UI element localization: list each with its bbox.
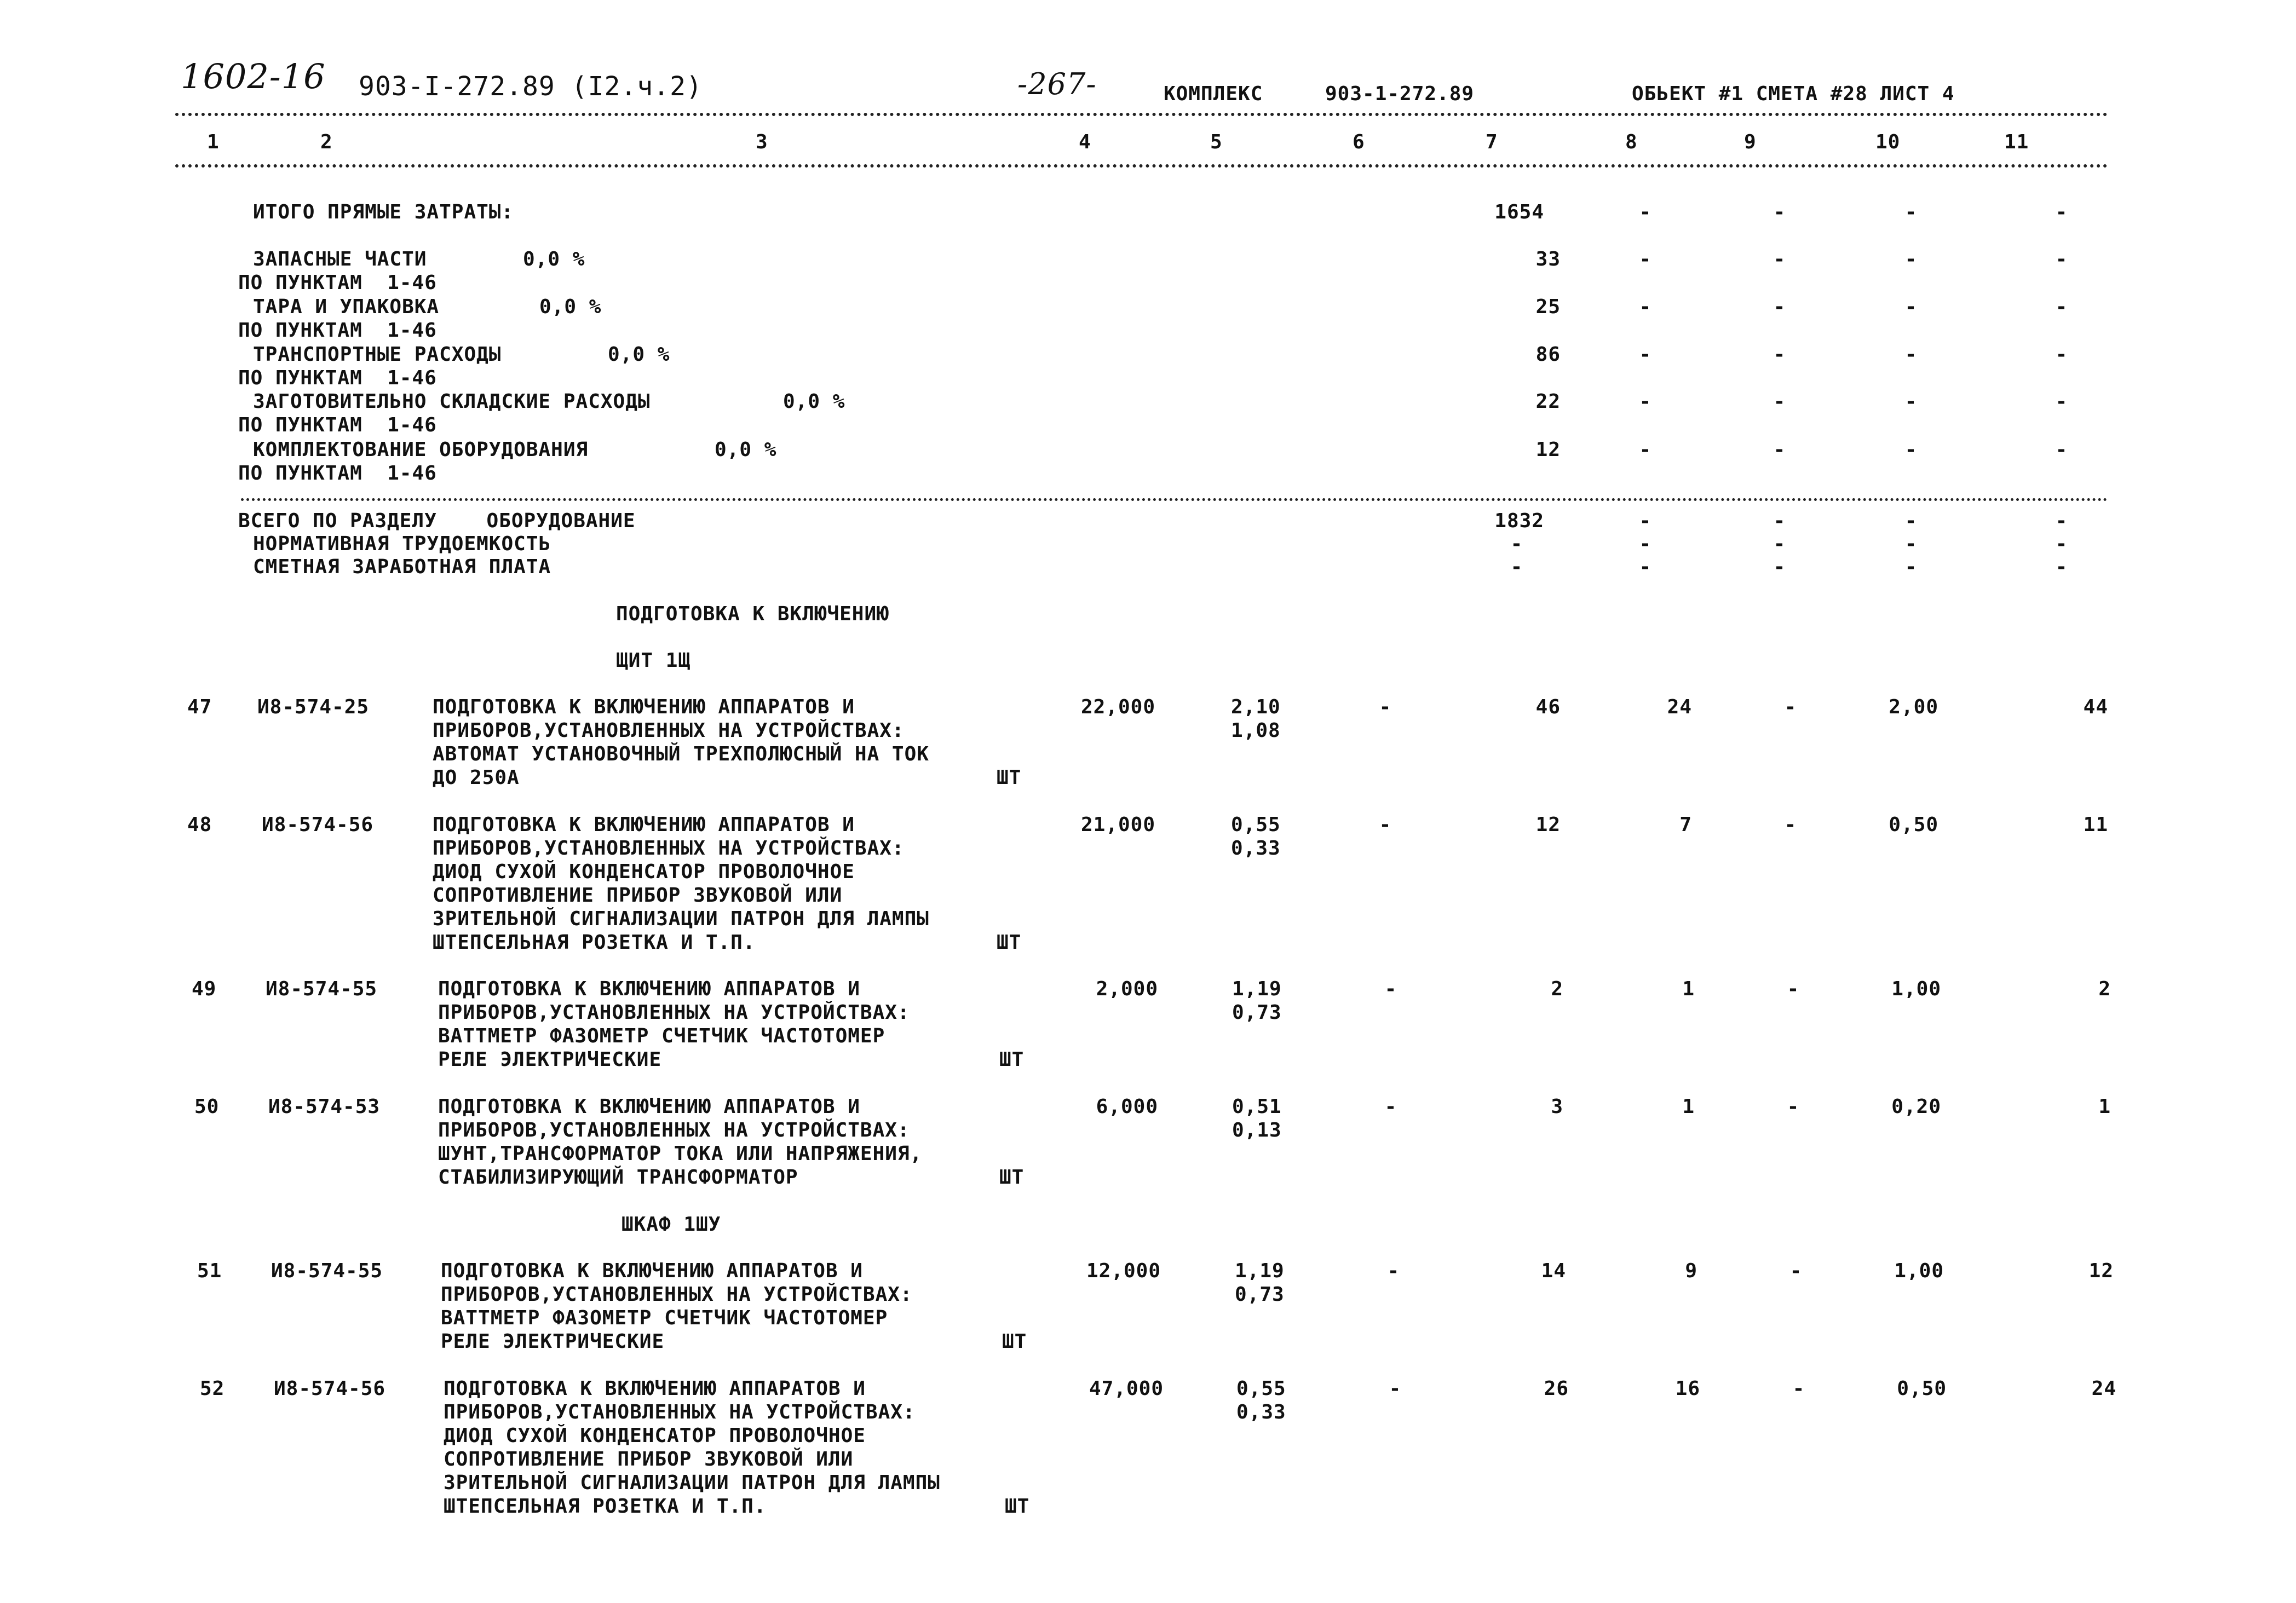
item-col10: 1,00 — [1891, 978, 1941, 1000]
item-unit-wage: 0,33 — [1236, 1401, 1286, 1423]
surcharge-col10: - — [1904, 343, 1918, 366]
item-unit-price: 0,55 — [1231, 814, 1281, 836]
group-heading: ШКАФ 1ШУ — [622, 1213, 721, 1236]
surcharge-name: ЗАПАСНЫЕ ЧАСТИ — [253, 248, 427, 270]
column-number: 2 — [320, 131, 333, 153]
item-col11: 1 — [2098, 1095, 2111, 1118]
surcharge-col10: - — [1904, 390, 1918, 413]
item-description-line: ВАТТМЕТР ФАЗОМЕТР СЧЕТЧИК ЧАСТОТОМЕР — [438, 1025, 885, 1047]
item-description-line: СОПРОТИВЛЕНИЕ ПРИБОР ЗВУКОВОЙ ИЛИ — [444, 1448, 854, 1471]
surcharge-scope: ПО ПУНКТАМ 1-46 — [238, 414, 437, 436]
item-number: 51 — [197, 1260, 222, 1282]
item-code: И8-574-55 — [266, 978, 378, 1000]
surcharge-col7: 22 — [1535, 390, 1561, 413]
labor-col7: - — [1510, 533, 1523, 555]
wage-col9: - — [1773, 556, 1786, 578]
item-unit: ШТ — [999, 1048, 1025, 1071]
section-total-separator — [241, 498, 2108, 501]
surcharge-col10: - — [1904, 439, 1918, 461]
surcharge-col9: - — [1773, 296, 1786, 318]
surcharge-col10: - — [1904, 248, 1918, 270]
wage-col10: - — [1904, 556, 1918, 578]
item-col9: - — [1784, 814, 1797, 836]
item-quantity: 2,000 — [1096, 978, 1158, 1000]
item-col10: 0,50 — [1897, 1377, 1947, 1400]
item-col11: 44 — [2083, 696, 2108, 718]
item-col10: 0,50 — [1889, 814, 1938, 836]
column-number: 3 — [756, 131, 768, 153]
surcharge-scope: ПО ПУНКТАМ 1-46 — [238, 367, 437, 389]
surcharge-col8: - — [1639, 248, 1652, 270]
item-col7: 3 — [1551, 1095, 1563, 1118]
direct-costs-label: ИТОГО ПРЯМЫЕ ЗАТРАТЫ: — [253, 201, 514, 223]
item-unit: ШТ — [1005, 1495, 1030, 1518]
surcharge-col8: - — [1639, 390, 1652, 413]
item-col8: 7 — [1679, 814, 1692, 836]
item-unit-price: 1,19 — [1232, 978, 1282, 1000]
item-unit-wage: 1,08 — [1231, 719, 1281, 742]
group-heading: ЩИТ 1Щ — [616, 649, 691, 672]
wage-col7: - — [1510, 556, 1523, 578]
item-description-line: РЕЛЕ ЭЛЕКТРИЧЕСКИЕ — [438, 1048, 662, 1071]
item-col8: 1 — [1682, 1095, 1695, 1118]
section-total-col10: - — [1904, 510, 1918, 532]
item-col11: 2 — [2098, 978, 2111, 1000]
item-col9: - — [1789, 1260, 1803, 1282]
labor-col9: - — [1773, 533, 1786, 555]
item-col11: 12 — [2088, 1260, 2114, 1282]
item-description-line: ШТЕПСЕЛЬНАЯ РОЗЕТКА И Т.П. — [433, 931, 756, 954]
handwritten-code: 1602-16 — [181, 56, 326, 96]
complex-label: КОМПЛЕКС — [1164, 83, 1263, 105]
item-number: 47 — [187, 696, 212, 718]
header-separator-bottom — [175, 164, 2108, 168]
section-total-col9: - — [1773, 510, 1786, 532]
item-number: 49 — [192, 978, 217, 1000]
item-unit-wage: 0,73 — [1232, 1001, 1282, 1024]
surcharge-col7: 12 — [1535, 439, 1561, 461]
surcharge-col10: - — [1904, 296, 1918, 318]
wage-col8: - — [1639, 556, 1652, 578]
item-description-line: ПОДГОТОВКА К ВКЛЮЧЕНИЮ АППАРАТОВ И — [444, 1377, 866, 1400]
item-col8: 1 — [1682, 978, 1695, 1000]
object-sheet-info: ОБЬЕКТ #1 СМЕТА #28 ЛИСТ 4 — [1632, 83, 1955, 105]
item-col10: 1,00 — [1894, 1260, 1944, 1282]
item-description-line: ДИОД СУХОЙ КОНДЕНСАТОР ПРОВОЛОЧНОЕ — [444, 1425, 866, 1447]
item-description-line: ВАТТМЕТР ФАЗОМЕТР СЧЕТЧИК ЧАСТОТОМЕР — [441, 1307, 888, 1329]
column-number: 7 — [1486, 131, 1498, 153]
column-number: 5 — [1210, 131, 1223, 153]
item-unit-price: 0,55 — [1236, 1377, 1286, 1400]
item-col9: - — [1787, 978, 1800, 1000]
surcharge-col9: - — [1773, 439, 1786, 461]
estimated-wage-label: СМЕТНАЯ ЗАРАБОТНАЯ ПЛАТА — [253, 556, 551, 578]
item-unit: ШТ — [997, 931, 1022, 954]
item-quantity: 12,000 — [1086, 1260, 1161, 1282]
surcharge-col11: - — [2055, 343, 2068, 366]
item-number: 48 — [187, 814, 212, 836]
item-description-line: ПРИБОРОВ,УСТАНОВЛЕННЫХ НА УСТРОЙСТВАХ: — [441, 1283, 913, 1306]
surcharge-percent: 0,0 % — [715, 439, 777, 461]
item-code: И8-574-25 — [257, 696, 370, 718]
item-col6: - — [1379, 696, 1392, 718]
column-number: 10 — [1875, 131, 1901, 153]
item-description-line: ПРИБОРОВ,УСТАНОВЛЕННЫХ НА УСТРОЙСТВАХ: — [438, 1119, 910, 1141]
item-col10: 2,00 — [1889, 696, 1938, 718]
labor-col11: - — [2055, 533, 2068, 555]
surcharge-col8: - — [1639, 439, 1652, 461]
item-col7: 12 — [1535, 814, 1561, 836]
item-col6: - — [1387, 1260, 1400, 1282]
item-col9: - — [1784, 696, 1797, 718]
surcharge-scope: ПО ПУНКТАМ 1-46 — [238, 272, 437, 294]
item-number: 52 — [200, 1377, 225, 1400]
item-col11: 11 — [2083, 814, 2108, 836]
surcharge-name: КОМПЛЕКТОВАНИЕ ОБОРУДОВАНИЯ — [253, 439, 589, 461]
item-unit-wage: 0,73 — [1235, 1283, 1285, 1306]
item-code: И8-574-55 — [271, 1260, 383, 1282]
surcharge-col8: - — [1639, 296, 1652, 318]
surcharge-name: ЗАГОТОВИТЕЛЬНО СКЛАДСКИЕ РАСХОДЫ — [253, 390, 651, 413]
item-unit-price: 0,51 — [1232, 1095, 1282, 1118]
item-description-line: ДО 250А — [433, 766, 520, 789]
item-description-line: ПРИБОРОВ,УСТАНОВЛЕННЫХ НА УСТРОЙСТВАХ: — [438, 1001, 910, 1024]
item-quantity: 47,000 — [1089, 1377, 1164, 1400]
item-unit: ШТ — [1002, 1330, 1027, 1353]
section-total-label: ВСЕГО ПО РАЗДЕЛУ ОБОРУДОВАНИЕ — [238, 510, 636, 532]
item-col6: - — [1379, 814, 1392, 836]
item-col6: - — [1384, 978, 1397, 1000]
item-col9: - — [1787, 1095, 1800, 1118]
item-col8: 9 — [1685, 1260, 1697, 1282]
item-quantity: 6,000 — [1096, 1095, 1158, 1118]
item-description-line: ПОДГОТОВКА К ВКЛЮЧЕНИЮ АППАРАТОВ И — [438, 1095, 860, 1118]
surcharge-col8: - — [1639, 343, 1652, 366]
section-total-col11: - — [2055, 510, 2068, 532]
surcharge-col7: 86 — [1535, 343, 1561, 366]
item-col10: 0,20 — [1891, 1095, 1941, 1118]
item-description-line: СОПРОТИВЛЕНИЕ ПРИБОР ЗВУКОВОЙ ИЛИ — [433, 884, 843, 907]
surcharge-name: ТАРА И УПАКОВКА — [253, 296, 440, 318]
item-description-line: ПОДГОТОВКА К ВКЛЮЧЕНИЮ АППАРАТОВ И — [433, 696, 855, 718]
direct-costs-col10: - — [1904, 201, 1918, 223]
item-unit-wage: 0,13 — [1232, 1119, 1282, 1141]
wage-col11: - — [2055, 556, 2068, 578]
item-unit-price: 1,19 — [1235, 1260, 1285, 1282]
labor-col8: - — [1639, 533, 1652, 555]
surcharge-col9: - — [1773, 248, 1786, 270]
item-col11: 24 — [2091, 1377, 2116, 1400]
item-description-line: ШУНТ,ТРАНСФОРМАТОР ТОКА ИЛИ НАПРЯЖЕНИЯ, — [438, 1143, 923, 1165]
item-col6: - — [1384, 1095, 1397, 1118]
surcharge-scope: ПО ПУНКТАМ 1-46 — [238, 462, 437, 485]
item-description-line: ДИОД СУХОЙ КОНДЕНСАТОР ПРОВОЛОЧНОЕ — [433, 861, 855, 883]
column-number: 1 — [207, 131, 220, 153]
item-description-line: ПРИБОРОВ,УСТАНОВЛЕННЫХ НА УСТРОЙСТВАХ: — [433, 719, 905, 742]
complex-code: 903-1-272.89 — [1325, 83, 1475, 105]
document-code: 903-I-272.89 (I2.ч.2) — [359, 71, 703, 102]
surcharge-col11: - — [2055, 248, 2068, 270]
item-description-line: ЗРИТЕЛЬНОЙ СИГНАЛИЗАЦИИ ПАТРОН ДЛЯ ЛАМПЫ — [433, 908, 929, 930]
section-title: ПОДГОТОВКА К ВКЛЮЧЕНИЮ — [616, 603, 889, 625]
item-code: И8-574-56 — [274, 1377, 386, 1400]
surcharge-percent: 0,0 % — [783, 390, 845, 413]
surcharge-col9: - — [1773, 343, 1786, 366]
surcharge-scope: ПО ПУНКТАМ 1-46 — [238, 319, 437, 342]
surcharge-col11: - — [2055, 439, 2068, 461]
direct-costs-col8: - — [1639, 201, 1652, 223]
item-description-line: ПОДГОТОВКА К ВКЛЮЧЕНИЮ АППАРАТОВ И — [433, 814, 855, 836]
surcharge-col7: 33 — [1535, 248, 1561, 270]
surcharge-col7: 25 — [1535, 296, 1561, 318]
surcharge-percent: 0,0 % — [608, 343, 670, 366]
item-quantity: 21,000 — [1080, 814, 1155, 836]
item-description-line: РЕЛЕ ЭЛЕКТРИЧЕСКИЕ — [441, 1330, 665, 1353]
item-description-line: АВТОМАТ УСТАНОВОЧНЫЙ ТРЕХПОЛЮСНЫЙ НА ТОК — [433, 743, 929, 765]
page-number: -267- — [1017, 67, 1097, 101]
item-code: И8-574-56 — [262, 814, 374, 836]
section-total-col8: - — [1639, 510, 1652, 532]
item-col8: 24 — [1667, 696, 1692, 718]
direct-costs-col7: 1654 — [1494, 201, 1544, 223]
item-col7: 26 — [1544, 1377, 1569, 1400]
item-col9: - — [1792, 1377, 1805, 1400]
item-description-line: ПРИБОРОВ,УСТАНОВЛЕННЫХ НА УСТРОЙСТВАХ: — [433, 837, 905, 860]
direct-costs-col11: - — [2055, 201, 2068, 223]
item-description-line: ПОДГОТОВКА К ВКЛЮЧЕНИЮ АППАРАТОВ И — [441, 1260, 863, 1282]
surcharge-col9: - — [1773, 390, 1786, 413]
item-col7: 2 — [1551, 978, 1563, 1000]
item-quantity: 22,000 — [1080, 696, 1155, 718]
item-code: И8-574-53 — [268, 1095, 381, 1118]
item-col8: 16 — [1675, 1377, 1700, 1400]
item-description-line: ПРИБОРОВ,УСТАНОВЛЕННЫХ НА УСТРОЙСТВАХ: — [444, 1401, 916, 1423]
column-number: 11 — [2004, 131, 2029, 153]
item-unit-price: 2,10 — [1231, 696, 1281, 718]
surcharge-percent: 0,0 % — [523, 248, 585, 270]
labor-col10: - — [1904, 533, 1918, 555]
labor-intensity-label: НОРМАТИВНАЯ ТРУДОЕМКОСТЬ — [253, 533, 551, 555]
item-unit-wage: 0,33 — [1231, 837, 1281, 860]
column-number: 8 — [1625, 131, 1638, 153]
item-number: 50 — [194, 1095, 220, 1118]
column-number: 6 — [1353, 131, 1365, 153]
section-total-col7: 1832 — [1494, 510, 1544, 532]
item-unit: ШТ — [999, 1166, 1025, 1189]
item-col7: 14 — [1541, 1260, 1566, 1282]
surcharge-col11: - — [2055, 296, 2068, 318]
item-description-line: ПОДГОТОВКА К ВКЛЮЧЕНИЮ АППАРАТОВ И — [438, 978, 860, 1000]
surcharge-col11: - — [2055, 390, 2068, 413]
header-separator-top — [175, 113, 2108, 116]
direct-costs-col9: - — [1773, 201, 1786, 223]
item-description-line: СТАБИЛИЗИРУЮЩИЙ ТРАНСФОРМАТОР — [438, 1166, 798, 1189]
column-number: 9 — [1744, 131, 1757, 153]
surcharge-percent: 0,0 % — [539, 296, 602, 318]
item-description-line: ЗРИТЕЛЬНОЙ СИГНАЛИЗАЦИИ ПАТРОН ДЛЯ ЛАМПЫ — [444, 1472, 940, 1494]
item-col6: - — [1389, 1377, 1402, 1400]
item-col7: 46 — [1535, 696, 1561, 718]
item-description-line: ШТЕПСЕЛЬНАЯ РОЗЕТКА И Т.П. — [444, 1495, 767, 1518]
surcharge-name: ТРАНСПОРТНЫЕ РАСХОДЫ — [253, 343, 502, 366]
item-unit: ШТ — [997, 766, 1022, 789]
column-number: 4 — [1079, 131, 1091, 153]
